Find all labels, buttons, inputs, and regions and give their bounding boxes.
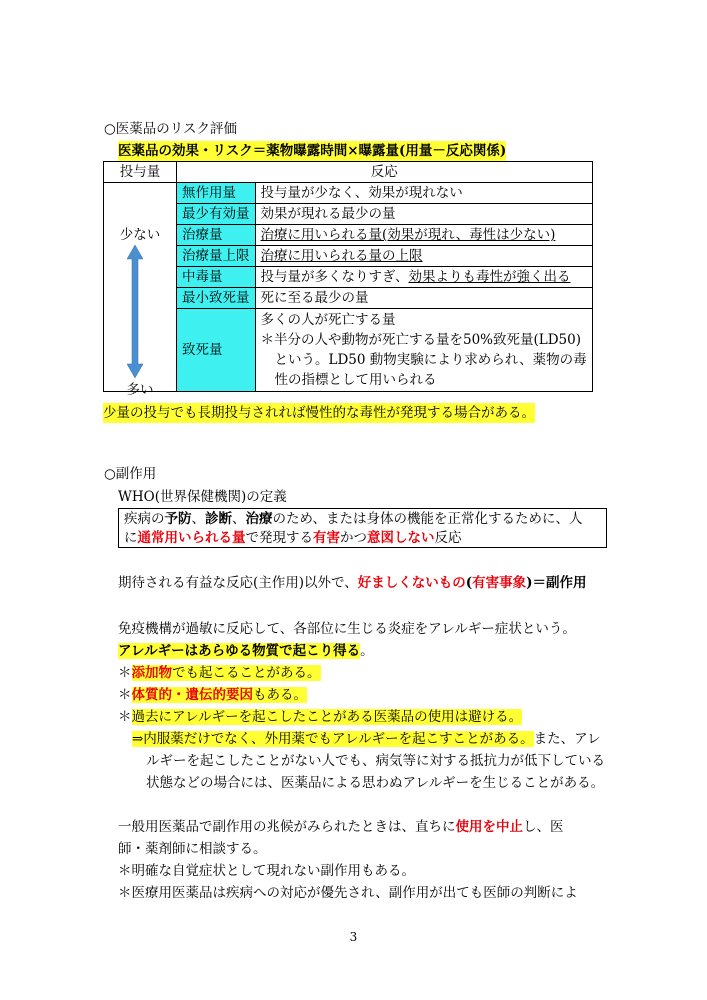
- dose-desc: [255, 267, 592, 288]
- dose-desc: [255, 246, 592, 267]
- side-effect-definition: 期待される有益な反応(主作用)以外で、好ましくないもの(有害事象)＝副作用: [118, 575, 587, 591]
- table-row: [104, 183, 593, 204]
- dose-desc: 死に至る最少の量: [255, 288, 592, 309]
- allergy-definition: 免疫機構が過敏に反応して、各部位に生じる炎症をアレルギー症状という。: [118, 621, 576, 637]
- dose-desc-text: 投与量が多くなりすぎ、: [260, 269, 409, 285]
- lethal-line: ＊半分の人や動物が死亡する量を50%致死量(LD50): [260, 332, 582, 348]
- risk-table: [103, 161, 593, 398]
- dose-name: 最小致死量: [177, 288, 256, 309]
- chronic-toxicity-note: 少量の投与でも長期投与されれば慢性的な毒性が発現する場合がある。: [103, 405, 535, 421]
- allergy-bullet: ＊過去にアレルギーを起こしたことがある医薬品の使用は避ける。: [118, 709, 523, 725]
- table-row: [104, 309, 593, 392]
- axis-low-label: 少ない: [119, 227, 161, 243]
- dose-name: 致死量: [177, 309, 256, 392]
- allergy-note-line1: ⇒内服薬だけでなく、外用薬でもアレルギーを起こすことがある。また、アレ: [132, 731, 601, 747]
- table-row: [104, 267, 593, 288]
- lethal-line: という。LD50 動物実験により求められ、薬物の毒: [274, 352, 587, 368]
- header-dose: 投与量: [104, 162, 177, 183]
- otc-bullet: ＊明確な自覚症状として現れない副作用もある。: [118, 863, 415, 879]
- dose-name: 治療量上限: [177, 246, 256, 267]
- side-effect-heading: ○副作用: [104, 466, 157, 482]
- lethal-line: 性の指標として用いられる: [274, 372, 437, 388]
- dose-name: 治療量: [177, 225, 256, 246]
- page-number: 3: [349, 930, 358, 944]
- table-row: [104, 246, 593, 267]
- table-header-row: [104, 162, 593, 183]
- who-definition-line2: に通常用いられる量で発現する有害かつ意図しない反応: [124, 530, 462, 546]
- dose-desc-underlined: 効果よりも毒性が強く出る: [408, 269, 571, 285]
- who-definition-title: WHO(世界保健機関)の定義: [118, 489, 287, 505]
- dose-desc-underlined: 治療に用いられる量(効果が現れ、毒性は少ない): [260, 227, 556, 243]
- otc-instruction-line2: 師・薬剤師に相談する。: [118, 841, 267, 857]
- risk-heading: ○医薬品のリスク評価: [104, 121, 238, 137]
- allergy-note-line3: 状態などの場合には、医薬品による思わぬアレルギーを生じることがある。: [146, 775, 605, 791]
- dose-desc: 効果が現れる最少の量: [255, 204, 592, 225]
- header-reaction: 反応: [177, 162, 593, 183]
- dose-desc: [255, 309, 592, 392]
- lethal-line: 多くの人が死亡する量: [260, 312, 396, 328]
- who-definition-line1: 疾病の予防、診断、治療のため、または身体の機能を正常化するために、人: [124, 511, 583, 527]
- allergy-bullet: ＊体質的・遺伝的要因もある。: [118, 687, 307, 703]
- allergy-statement: アレルギーはあらゆる物質で起こり得る。: [118, 643, 374, 659]
- otc-bullet: ＊医療用医薬品は疾病への対応が優先され、副作用が出ても医師の判断によ: [118, 885, 578, 901]
- dose-desc-underlined: 治療に用いられる量の上限: [260, 248, 423, 264]
- allergy-bullet: ＊添加物でも起こることがある。: [118, 665, 321, 681]
- allergy-note-line2: ルギーを起こしたことがない人でも、病気等に対する抵抗力が低下している: [146, 753, 605, 769]
- dose-name: 中毒量: [177, 267, 256, 288]
- dose-name: 最少有効量: [177, 204, 256, 225]
- dose-name: 無作用量: [177, 183, 256, 204]
- risk-formula: 医薬品の効果・リスク＝薬物曝露時間×曝露量(用量－反応関係): [118, 143, 507, 159]
- otc-instruction-line1: 一般用医薬品で副作用の兆候がみられたときは、直ちに使用を中止し、医: [118, 819, 564, 835]
- table-row: [104, 204, 593, 225]
- dose-axis-cell: [104, 183, 177, 398]
- dose-desc: 投与量が少なく、効果が現れない: [255, 183, 592, 204]
- dose-desc: [255, 225, 592, 246]
- axis-high-label: 多い: [126, 382, 154, 398]
- table-row: [104, 225, 593, 246]
- double-arrow-icon: [127, 245, 143, 378]
- table-row: [104, 288, 593, 309]
